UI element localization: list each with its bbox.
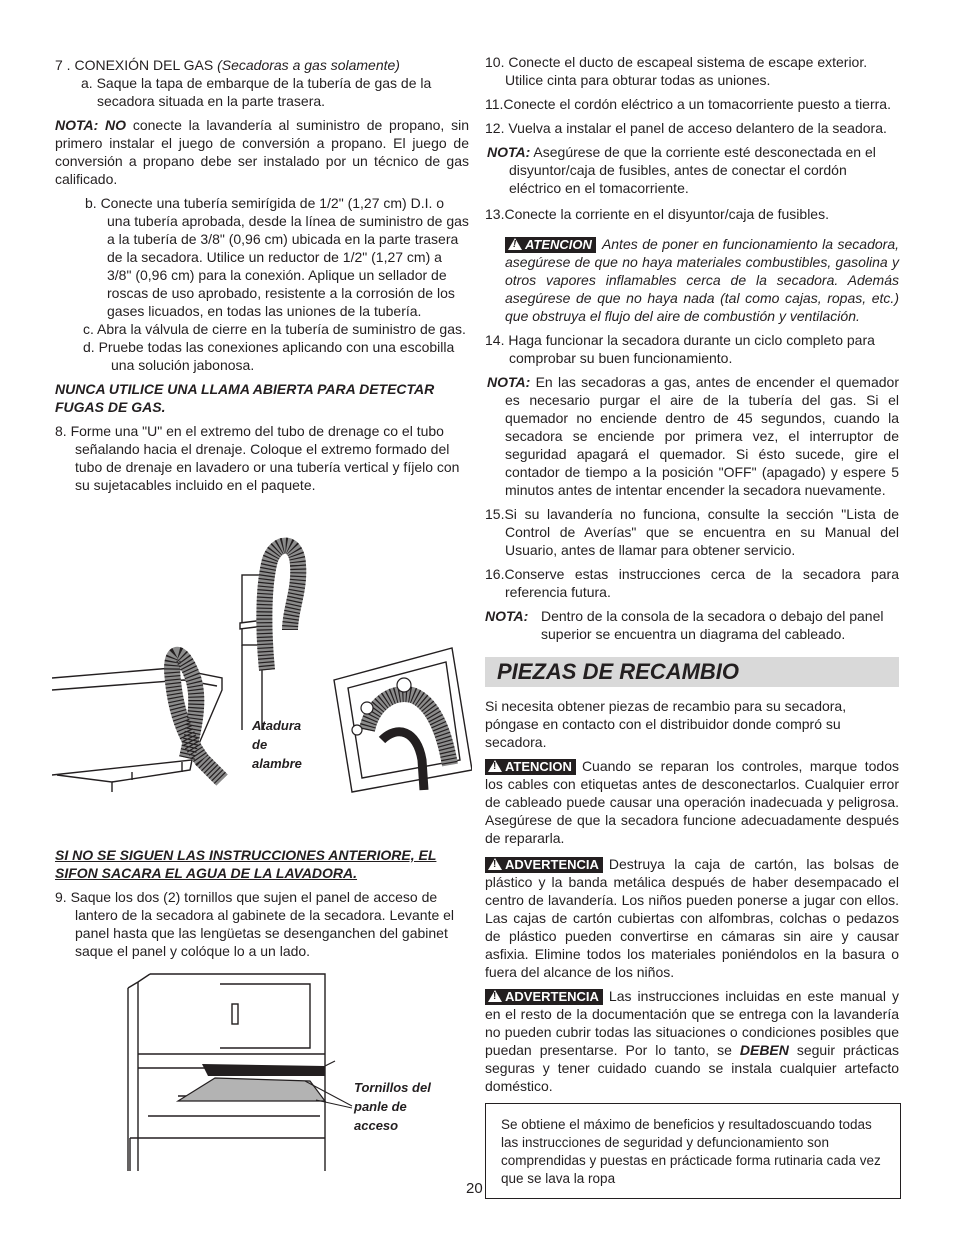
benefits-text: Se obtiene el máximo de beneficios y resultadoscuando todas las instrucciones de seguridad y defuncionamiento son comprendidas y puestas en prácticade forma rutinaria cada vez que se lava la ropa [501, 1117, 881, 1186]
atencion-badge: !ATENCION [505, 237, 596, 253]
parts-intro: Si necesita obtener piezas de recambio para su secadora, póngase en contacto con el distribuidor donde compró su secadora. [485, 698, 847, 750]
item9: 9. Saque los dos (2) tornillos que sujen el panel de acceso de lantero de la secadora al gabinete de la secadora. Levante el panel hasta que las lengüetas se desenganchen del gabinet saque el panel y colóque lo a un lado. [55, 889, 455, 959]
item11: 11.Conecte el cordón eléctrico a un tomacorriente puesto a tierra. [485, 96, 891, 112]
warning-triangle-icon [488, 858, 502, 870]
item13: 13.Conecte la corriente en el disyuntor/caja de fusibles. [485, 206, 829, 222]
left-column [55, 56, 469, 494]
item15: 15.Si su lavandería no funciona, consulte la sección "Lista de Control de Averías" que se encuentra en su Manual del Usuario, antes de llamar para obtener servicio. [485, 506, 899, 558]
item14: 14. Haga funcionar la secadora durante un ciclo completo para comprobar su buen funcionamiento. [485, 332, 875, 366]
advertencia-badge: !ADVERTENCIA [485, 857, 603, 873]
warning-triangle-icon [488, 990, 502, 1002]
section-heading [485, 657, 899, 687]
figure-drain-hose [52, 530, 472, 810]
warning-siphon-line2: SIFON SACARA EL AGUA DE LA LAVADORA. [55, 865, 358, 881]
item16: 16.Conserve estas instrucciones cerca de la secadora para referencia futura. [485, 566, 899, 600]
atencion-badge-2: !ATENCION [485, 759, 576, 775]
note-diagrama: NOTA: Dentro de la consola de la secadora o debajo del panel superior se encuentra un diagrama del cableado. [485, 608, 884, 642]
warning-triangle-icon [488, 760, 502, 772]
item7-b: b. Conecte una tubería semirígida de 1/2" (1,27 cm) D.I. o una tubería aprobada, desde la línea de suministro de gas a la tubería de 3/8" (0,96 cm) ubicada en la parte trasera de la secadora. Utilice un reductor de 1/2" (1,27 cm) a 3/8" (0,96 cm) para la conexión. Aplique un sellador de roscas de uso aprobado, resistente a la corrosión de los gases licuados, en todas las uniones de la tubería. [85, 195, 469, 319]
advertencia-carton: !ADVERTENCIA Destruya la caja de cartón, las bolsas de plástico y la banda metálica después de haber desempacado el centro de lavandería. Los niños pueden ponerse a jugar con ellos. Las cajas de cartón cubiertas con alfombras, colchas o pedazos de plástico pueden convertirse en cámaras sin aire y causar asfixia. Elimine todos los materiales poniéndolos en la basura o fuera del alcance de los niños. [485, 855, 899, 981]
item7-c: c. Abra la válvula de cierre en la tubería de suministro de gas. [83, 321, 466, 337]
atencion-combustibles: !ATENCION Antes de poner en funcionamiento la secadora, asegúrese de que no haya materiales combustibles, gasolina y otros vapores inflamables cerca de la secadora. Además asegúrese de que no haya nada (tal como cajas, ropas, etc.) que obstruya el flujo del aire de combustión y ventilación. [485, 235, 899, 325]
advertencia-badge-2: !ADVERTENCIA [485, 989, 603, 1005]
item8: 8. Forme una "U" en el extremo del tubo de drenage co el tubo señalando hacia el drenaje. Coloque el extremo formado del tubo de drenaje en lavadero or una tubería vertical y fíjelo con su sujetacables incluido en el paquete. [55, 423, 460, 493]
item7-a: a. Saque la tapa de embarque de la tubería de gas de la secadora situada en la parte trasera. [81, 75, 432, 109]
page-number: 20 [466, 1180, 483, 1197]
warning-siphon-line1: SI NO SE SIGUEN LAS INSTRUCCIONES ANTERIORE, EL [55, 847, 437, 863]
item7-title: 7 . CONEXIÓN DEL GAS (Secadoras a gas solamente) [55, 57, 400, 73]
figure-dryer-panel [120, 966, 460, 1176]
item10: 10. Conecte el ducto de escapeal sistema de escape exterior. Utilice cinta para obturar todas as uniones. [485, 54, 868, 88]
warning-flame: NUNCA UTILICE UNA LLAMA ABIERTA PARA DETECTAR FUGAS DE GAS. [55, 381, 435, 415]
note-purgar: NOTA: En las secadoras a gas, antes de encender el quemador es necesario purgar el aire de la tubería del gas. Si el quemador no enciende dentro de 45 segundos, cuando la secadora se enciende por primera vez, el interruptor de seguridad apagará el quemador. Si ésto sucede, gire el contador de tiempo a la posición "OFF" (apagado) y espere 5 minutos antes de intentar encender la secadora nuevamente. [487, 374, 899, 498]
item7-d: d. Pruebe todas las conexiones aplicando con una escobilla una solución jabonosa. [83, 339, 455, 373]
figure1-label: Atadura de alambre [252, 718, 302, 771]
section-title: PIEZAS DE RECAMBIO [497, 659, 740, 684]
warning-triangle-icon [508, 238, 522, 250]
benefits-box [485, 1103, 901, 1199]
figure2-label: Tornillos del panle de acceso [354, 1080, 431, 1133]
right-column [485, 53, 899, 1199]
note-desconectada: NOTA: Asegúrese de que la corriente esté desconectada en el disyuntor/caja de fusibles, antes de conectar el cordón eléctrico en el tomacorriente. [487, 144, 876, 196]
dryer-illustration [120, 966, 460, 1176]
atencion-cables: !ATENCION Cuando se reparan los controles, marque todos los cables con etiquetas antes de desconectarlos. Cualquier error de cableado puede causar una operación inadecuada y peligrosa. Asegúrese de que la secadora funcione adecuadamente después de repararla. [485, 757, 899, 847]
note-propano: NOTA: NO conecte la lavandería al suministro de propano, sin primero instalar el juego de conversión a propano. El juego de conversión a propano debe ser instalado por un técnico de gas calificado. [55, 117, 469, 187]
left-column-lower [55, 846, 469, 960]
advertencia-instrucciones: !ADVERTENCIA Las instrucciones incluidas en este manual y en el resto de la documentación que se entrega con la lavandería no pueden cubrir todas las situaciones o condiciones posibles que puedan presentarse. Por lo tanto, se DEBEN seguir prácticas seguras y tener cuidado cuando se instala cualquier artefacto doméstico. [485, 987, 899, 1095]
item12: 12. Vuelva a instalar el panel de acceso delantero de la seadora. [485, 120, 887, 136]
